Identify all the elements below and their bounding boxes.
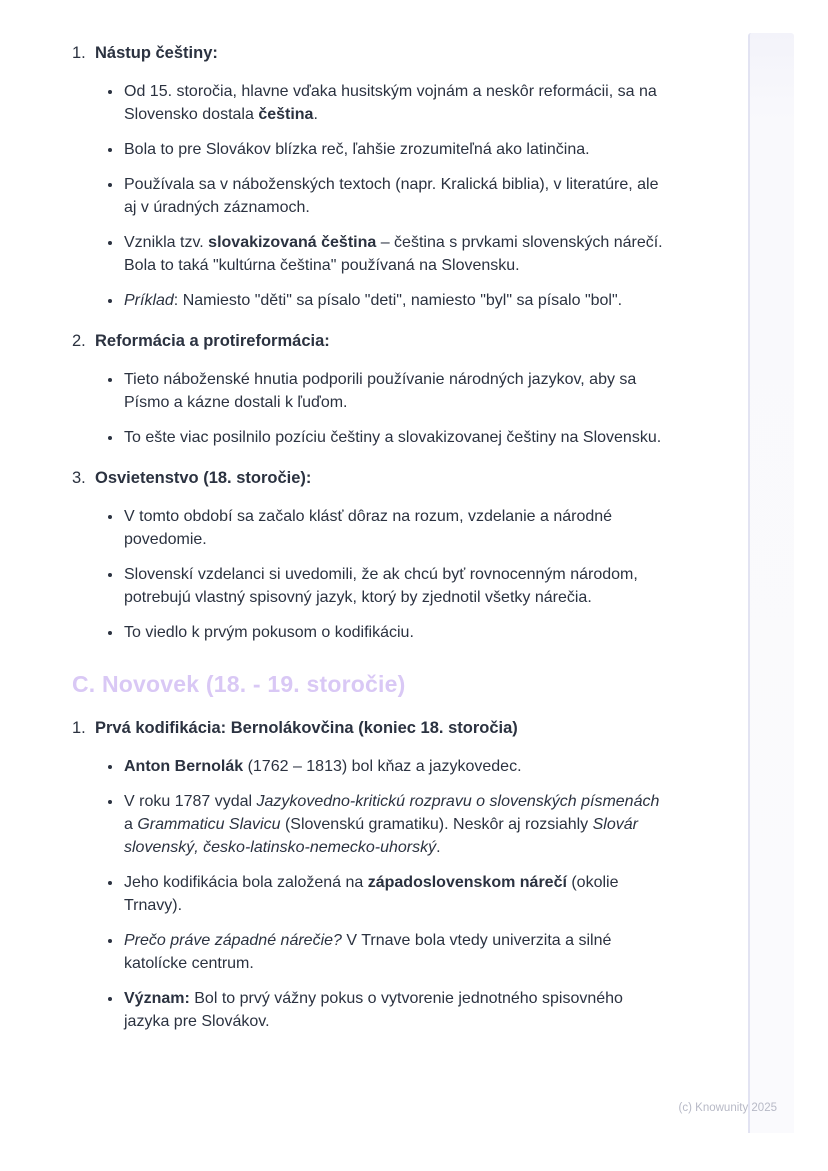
- bullet-list: [72, 368, 664, 449]
- bullet-item: [123, 80, 664, 126]
- numbered-list-item: [72, 42, 664, 64]
- text-run: Slovenskí vzdelanci si uvedomili, že ak chcú byť rovnocenným národom, potrebujú vlastný spisovný jazyk, ktorý by zjednotil všetky nárečia.: [124, 566, 638, 606]
- text-run: (1762 – 1813) bol kňaz a jazykovedec.: [243, 758, 522, 775]
- text-run: Vznikla tzv.: [124, 234, 209, 251]
- text-run: Príklad: [124, 292, 174, 309]
- text-run: Grammaticu Slavicu: [137, 816, 281, 833]
- bullet-item: [123, 231, 664, 277]
- document-content: [72, 42, 664, 1051]
- text-run: .: [436, 839, 441, 856]
- list-item-title: Prvá kodifikácia: Bernolákovčina (koniec 18. storočia): [95, 719, 518, 737]
- text-run: – čeština s prvkami slovenských nárečí. Bola to taká "kultúrna čeština" používaná na Slovensku.: [124, 234, 663, 274]
- text-run: Od 15. storočia, hlavne vďaka husitským vojnám a neskôr reformácii, sa na Slovensko dostala: [124, 83, 657, 123]
- page-side-strip: [748, 33, 794, 1133]
- bullet-item: [123, 368, 664, 414]
- text-run: Jazykovedno-kritickú rozpravu o slovenských písmenách: [256, 793, 660, 810]
- text-run: západoslovenskom nárečí: [367, 874, 567, 891]
- bullet-item: [123, 621, 664, 644]
- text-run: Slovár slovenský, česko-latinsko-nemecko-uhorský: [124, 816, 638, 856]
- text-run: (Slovenskú gramatiku). Neskôr aj rozsiahly: [280, 816, 593, 833]
- text-run: slovakizovaná čeština: [208, 234, 377, 251]
- bullet-item: [123, 790, 664, 859]
- list-item-number: 2.: [72, 332, 86, 350]
- text-run: Bola to pre Slovákov blízka reč, ľahšie zrozumiteľná ako latinčina.: [124, 141, 590, 158]
- list-item-number: 1.: [72, 719, 86, 737]
- numbered-list-item: [72, 467, 664, 489]
- text-run: To viedlo k prvým pokusom o kodifikáciu.: [124, 624, 414, 641]
- text-run: V tomto období sa začalo klásť dôraz na rozum, vzdelanie a národné povedomie.: [124, 508, 613, 548]
- bullet-item: [123, 426, 664, 449]
- text-run: .: [313, 106, 318, 123]
- bullet-item: [123, 755, 664, 778]
- bullet-item: [123, 929, 664, 975]
- text-run: Anton Bernolák: [124, 758, 244, 775]
- text-run: V roku 1787 vydal: [124, 793, 257, 810]
- bullet-item: [123, 987, 664, 1033]
- text-run: a: [124, 816, 138, 833]
- bullet-item: [123, 138, 664, 161]
- bullet-item: [123, 289, 664, 312]
- section-heading: C. Novovek (18. - 19. storočie): [72, 671, 406, 697]
- text-run: Bol to prvý vážny pokus o vytvorenie jednotného spisovného jazyka pre Slovákov.: [124, 990, 623, 1030]
- knowunity-watermark: (c) Knowunity 2025: [678, 1102, 777, 1114]
- bullet-item: [123, 173, 664, 219]
- text-run: : Namiesto "děti" sa písalo "deti", namiesto "byl" sa písalo "bol".: [173, 292, 623, 309]
- bullet-list: [72, 505, 664, 644]
- text-run: Používala sa v náboženských textoch (napr. Kralická biblia), v literatúre, ale aj v úradných záznamoch.: [124, 176, 659, 216]
- bullet-list: [72, 755, 664, 1033]
- text-run: (okolie Trnavy).: [124, 874, 619, 914]
- list-item-title: Osvietenstvo (18. storočie):: [95, 469, 312, 487]
- bullet-item: [123, 563, 664, 609]
- text-run: čeština: [258, 106, 314, 123]
- numbered-list-item: [72, 717, 664, 739]
- text-run: Prečo práve západné nárečie?: [124, 932, 342, 949]
- list-item-title: Nástup češtiny:: [95, 44, 218, 62]
- text-run: Význam:: [124, 990, 190, 1007]
- text-run: To ešte viac posilnilo pozíciu češtiny a slovakizovanej češtiny na Slovensku.: [124, 429, 662, 446]
- bullet-list: [72, 80, 664, 312]
- text-run: V Trnave bola vtedy univerzita a silné katolícke centrum.: [124, 932, 612, 972]
- bullet-item: [123, 505, 664, 551]
- numbered-list-item: [72, 330, 664, 352]
- list-item-number: 3.: [72, 469, 86, 487]
- bullet-item: [123, 871, 664, 917]
- text-run: Jeho kodifikácia bola založená na: [124, 874, 368, 891]
- text-run: Tieto náboženské hnutia podporili používanie národných jazykov, aby sa Písmo a kázne dostali k ľuďom.: [124, 371, 637, 411]
- list-item-title: Reformácia a protireformácia:: [95, 332, 330, 350]
- list-item-number: 1.: [72, 44, 86, 62]
